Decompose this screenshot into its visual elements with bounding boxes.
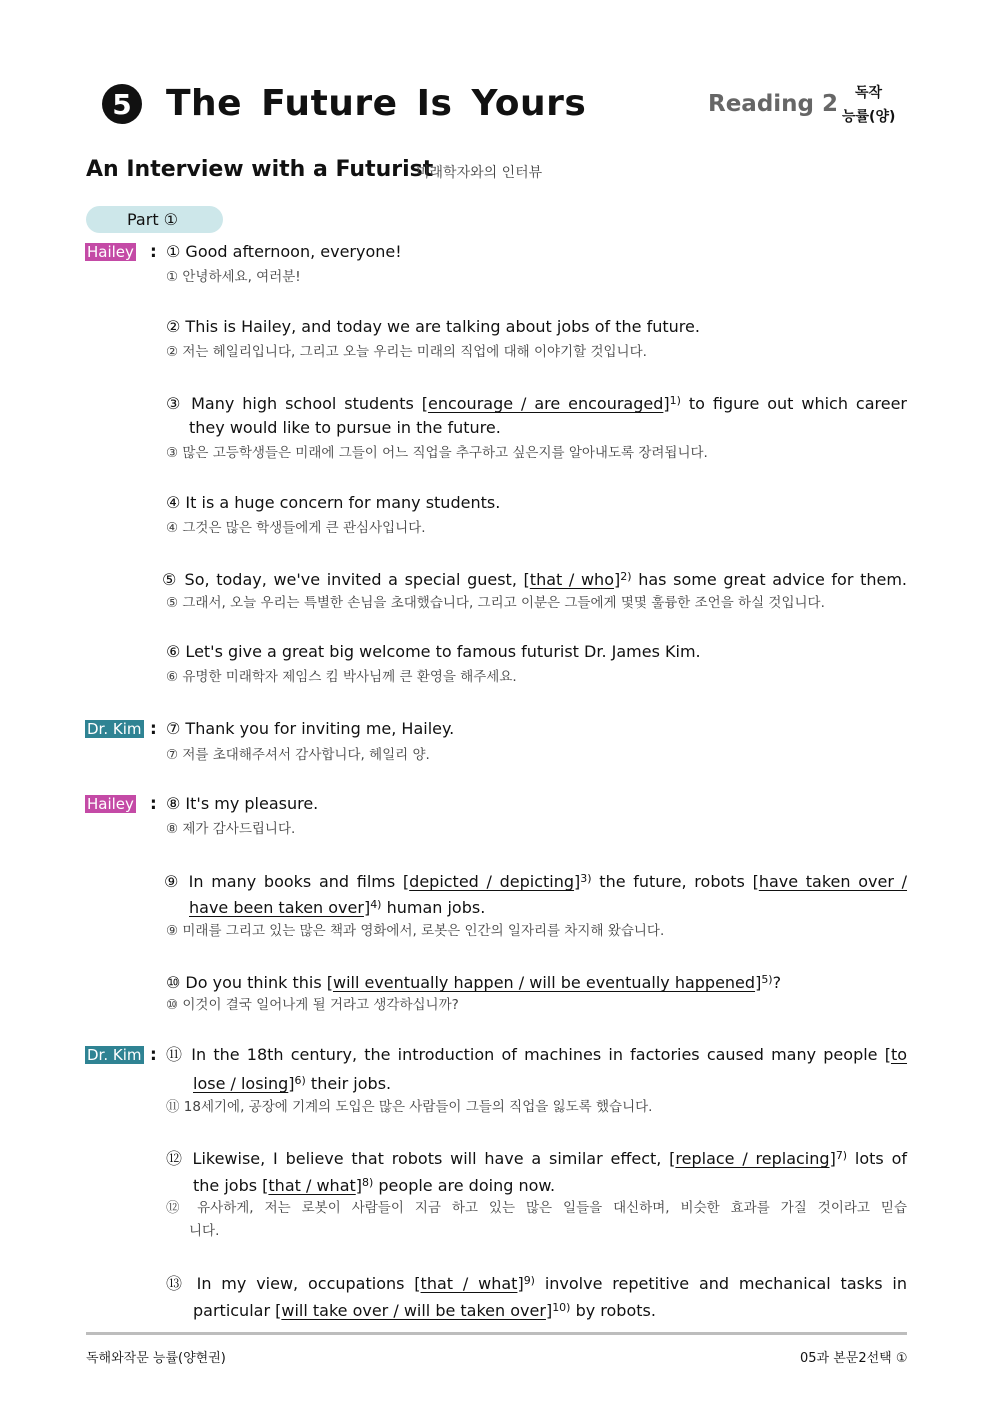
blank-number: 10)	[552, 1301, 571, 1314]
sentence-11-ko: ⑪ 18세기에, 공장에 기계의 도입은 많은 사람들이 그들의 직업을 잃도록 했습니다.	[166, 1099, 653, 1115]
sentence-1-en: ① Good afternoon, everyone!	[166, 242, 402, 261]
answer-choice-6-cont: lose / losing	[193, 1074, 289, 1093]
answer-choice-3: depicted / depicting	[409, 872, 575, 891]
sentence-6-ko: ⑥ 유명한 미래학자 제임스 킴 박사님께 큰 환영을 해주세요.	[166, 669, 517, 685]
sentence-8-en: ⑧ It's my pleasure.	[166, 794, 319, 813]
answer-choice-6: to	[890, 1045, 908, 1064]
unit-number-badge: 5	[102, 84, 142, 124]
speaker-dr-kim: Dr. Kim	[87, 720, 142, 738]
answer-choice-8: that / what	[268, 1176, 356, 1195]
blank-number: 1)	[669, 394, 681, 407]
sentence-12-ko-line2: 니다.	[189, 1223, 220, 1239]
speaker-hailey: Hailey	[87, 243, 134, 261]
section-title: An Interview with a Futurist	[86, 157, 434, 182]
answer-choice-7: replace / replacing	[675, 1149, 830, 1168]
speaker-colon: :	[150, 1045, 157, 1065]
footer-lesson-label: 05과 본문2선택 ①	[800, 1351, 908, 1366]
blank-number: 5)	[761, 973, 773, 986]
sentence-4-ko: ④ 그것은 많은 학생들에게 큰 관심사입니다.	[166, 520, 426, 536]
speaker-hailey: Hailey	[87, 795, 134, 813]
speaker-colon: :	[150, 794, 157, 814]
blank-number: 8)	[362, 1176, 374, 1189]
sentence-3-ko: ③ 많은 고등학생들은 미래에 그들이 어느 직업을 추구하고 싶은지를 알아내도록 장려됩니다.	[166, 445, 708, 461]
blank-number: 3)	[580, 872, 592, 885]
sentence-11-en-line1: ⑪ In the 18th century, the introduction of machines in factories caused many people [to	[166, 1045, 908, 1064]
part-label: Part ①	[86, 206, 223, 233]
sentence-9-en-line2: have been taken over]$^{4)}$ human jobs.	[189, 898, 486, 917]
unit-title: The Future Is Yours	[166, 83, 587, 124]
section-subtitle: 미래학자와의 인터뷰	[416, 165, 543, 181]
blank-number: 2)	[620, 570, 632, 583]
sentence-3-en-line2: they would like to pursue in the future.	[189, 418, 501, 437]
sentence-5-en: ⑤ So, today, we've invited a special guest, [that / who]$^{2)}$ has some great advice for them.	[162, 570, 908, 589]
sentence-12-en-line1: ⑫ Likewise, I believe that robots will have a similar effect, [replace / replacing]$^{7)}$ lots of	[166, 1149, 907, 1168]
answer-choice-1: encourage / are encouraged	[427, 394, 664, 413]
blank-number: 6)	[294, 1074, 306, 1087]
sentence-7-en: ⑦ Thank you for inviting me, Hailey.	[166, 719, 455, 738]
sentence-12-ko-line1: ⑫ 유사하게, 저는 로봇이 사람들이 지금 하고 있는 많은 일들을 대신하며, 비슷한 효과를 가질 것이라고 믿습	[166, 1200, 907, 1216]
speaker-dr-kim: Dr. Kim	[87, 1046, 142, 1064]
answer-choice-5: will eventually happen / will be eventually happened	[332, 973, 756, 992]
sentence-11-en-line2: lose / losing]$^{6)}$ their jobs.	[193, 1074, 392, 1093]
sentence-8-ko: ⑧ 제가 감사드립니다.	[166, 821, 296, 837]
sentence-13-en-line2: particular [will take over / will be taken over]$^{10)}$ by robots.	[193, 1301, 656, 1320]
speaker-colon: :	[150, 242, 157, 262]
sentence-9-en-line1: ⑨ In many books and films [depicted / depicting]$^{3)}$ the future, robots [have taken over /	[164, 872, 908, 891]
sentence-2-en: ② This is Hailey, and today we are talking about jobs of the future.	[166, 317, 700, 336]
sentence-10-en: ⑩ Do you think this [will eventually happen / will be eventually happened]$^{5)}$?	[166, 973, 782, 992]
sentence-13-en-line1: ⑬ In my view, occupations [that / what]$^{9)}$ involve repetitive and mechanical tasks in	[166, 1274, 907, 1293]
blank-number: 4)	[370, 898, 382, 911]
sentence-12-en-line2: the jobs [that / what]$^{8)}$ people are doing now.	[193, 1176, 556, 1195]
corner-label-bottom: 능률(양)	[842, 109, 896, 125]
sentence-5-ko: ⑤ 그래서, 오늘 우리는 특별한 손님을 초대했습니다, 그리고 이분은 그들에게 몇몇 훌륭한 조언을 하실 것입니다.	[166, 595, 825, 611]
reading-label: Reading 2	[708, 91, 839, 117]
sentence-6-en: ⑥ Let's give a great big welcome to famous futurist Dr. James Kim.	[166, 642, 701, 661]
sentence-10-ko: ⑩ 이것이 결국 일어나게 될 거라고 생각하십니까?	[166, 997, 459, 1013]
answer-choice-4: have taken over /	[758, 872, 908, 891]
sentence-4-en: ④ It is a huge concern for many students.	[166, 493, 501, 512]
sentence-1-ko: ① 안녕하세요, 여러분!	[166, 269, 301, 285]
sentence-9-ko: ⑨ 미래를 그리고 있는 많은 책과 영화에서, 로봇은 인간의 일자리를 차지해 왔습니다.	[166, 923, 665, 939]
sentence-2-ko: ② 저는 헤일리입니다, 그리고 오늘 우리는 미래의 직업에 대해 이야기할 것입니다.	[166, 344, 647, 360]
sentence-7-ko: ⑦ 저를 초대해주셔서 감사합니다, 헤일리 양.	[166, 747, 430, 763]
footer-divider	[86, 1332, 907, 1335]
sentence-3-en-line1: ③ Many high school students [encourage / are encouraged]$^{1)}$ to figure out which career	[166, 394, 907, 413]
answer-choice-10: will take over / will be taken over	[281, 1301, 546, 1320]
footer-book-title: 독해와작문 능률(양현권)	[86, 1351, 226, 1366]
blank-number: 7)	[835, 1149, 848, 1162]
corner-label-top: 독작	[855, 85, 883, 101]
blank-number: 9)	[523, 1274, 535, 1287]
answer-choice-9: that / what	[420, 1274, 518, 1293]
answer-choice-4-cont: have been taken over	[189, 898, 364, 917]
answer-choice-2: that / who	[529, 570, 614, 589]
speaker-colon: :	[150, 719, 157, 739]
